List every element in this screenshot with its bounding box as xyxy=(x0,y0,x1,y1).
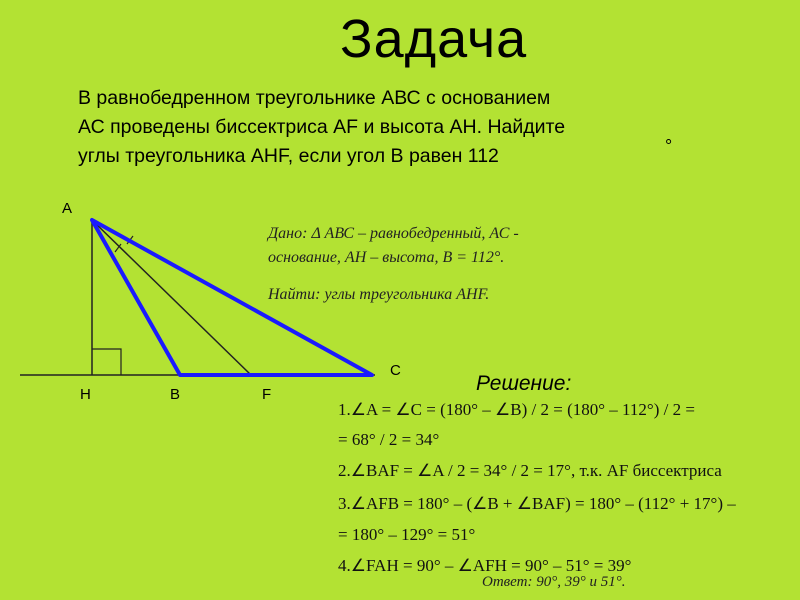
label-a: A xyxy=(62,200,73,217)
solution-step-2: 2.∠BAF = ∠A / 2 = 34° / 2 = 17°, т.к. AF биссектриса xyxy=(338,461,722,480)
slide-title: Задача xyxy=(340,9,528,69)
label-b: B xyxy=(170,386,181,403)
problem-line-1: В равнобедренном треугольнике АВС с основанием xyxy=(78,87,551,109)
label-f: F xyxy=(262,386,272,403)
label-h: H xyxy=(80,386,91,403)
solution-heading: Решение: xyxy=(476,372,572,395)
label-c: C xyxy=(390,362,401,379)
find-statement: Найти: углы треугольника АНF. xyxy=(268,286,490,303)
problem-line-3: углы треугольника АНF, если угол В равен 112 xyxy=(78,145,499,167)
solution-step-3a: 3.∠AFB = 180° – (∠B + ∠BAF) = 180° – (112° + 17°) – xyxy=(338,494,736,513)
answer-text: Ответ: 90°, 39° и 51°. xyxy=(482,574,626,590)
degree-mark: ° xyxy=(665,136,673,156)
solution-step-4: 4.∠FAH = 90° – ∠AFH = 90° – 51° = 39° xyxy=(338,556,632,575)
given-line-1: Дано: Δ АВС – равнобедренный, АС - xyxy=(268,225,519,242)
problem-line-2: АС проведены биссектриса АF и высота АН. Найдите xyxy=(78,116,566,138)
given-block xyxy=(268,222,628,270)
given-line-2: основание, АН – высота, В = 112°. xyxy=(268,249,505,266)
right-angle-marker xyxy=(92,349,121,375)
solution-step-3b: = 180° – 129° = 51° xyxy=(338,525,476,544)
bisector-af xyxy=(92,220,251,375)
solution-step-1b: = 68° / 2 = 34° xyxy=(338,430,440,449)
solution-step-1a: 1.∠A = ∠C = (180° – ∠B) / 2 = (180° – 112°) / 2 = xyxy=(338,400,695,419)
